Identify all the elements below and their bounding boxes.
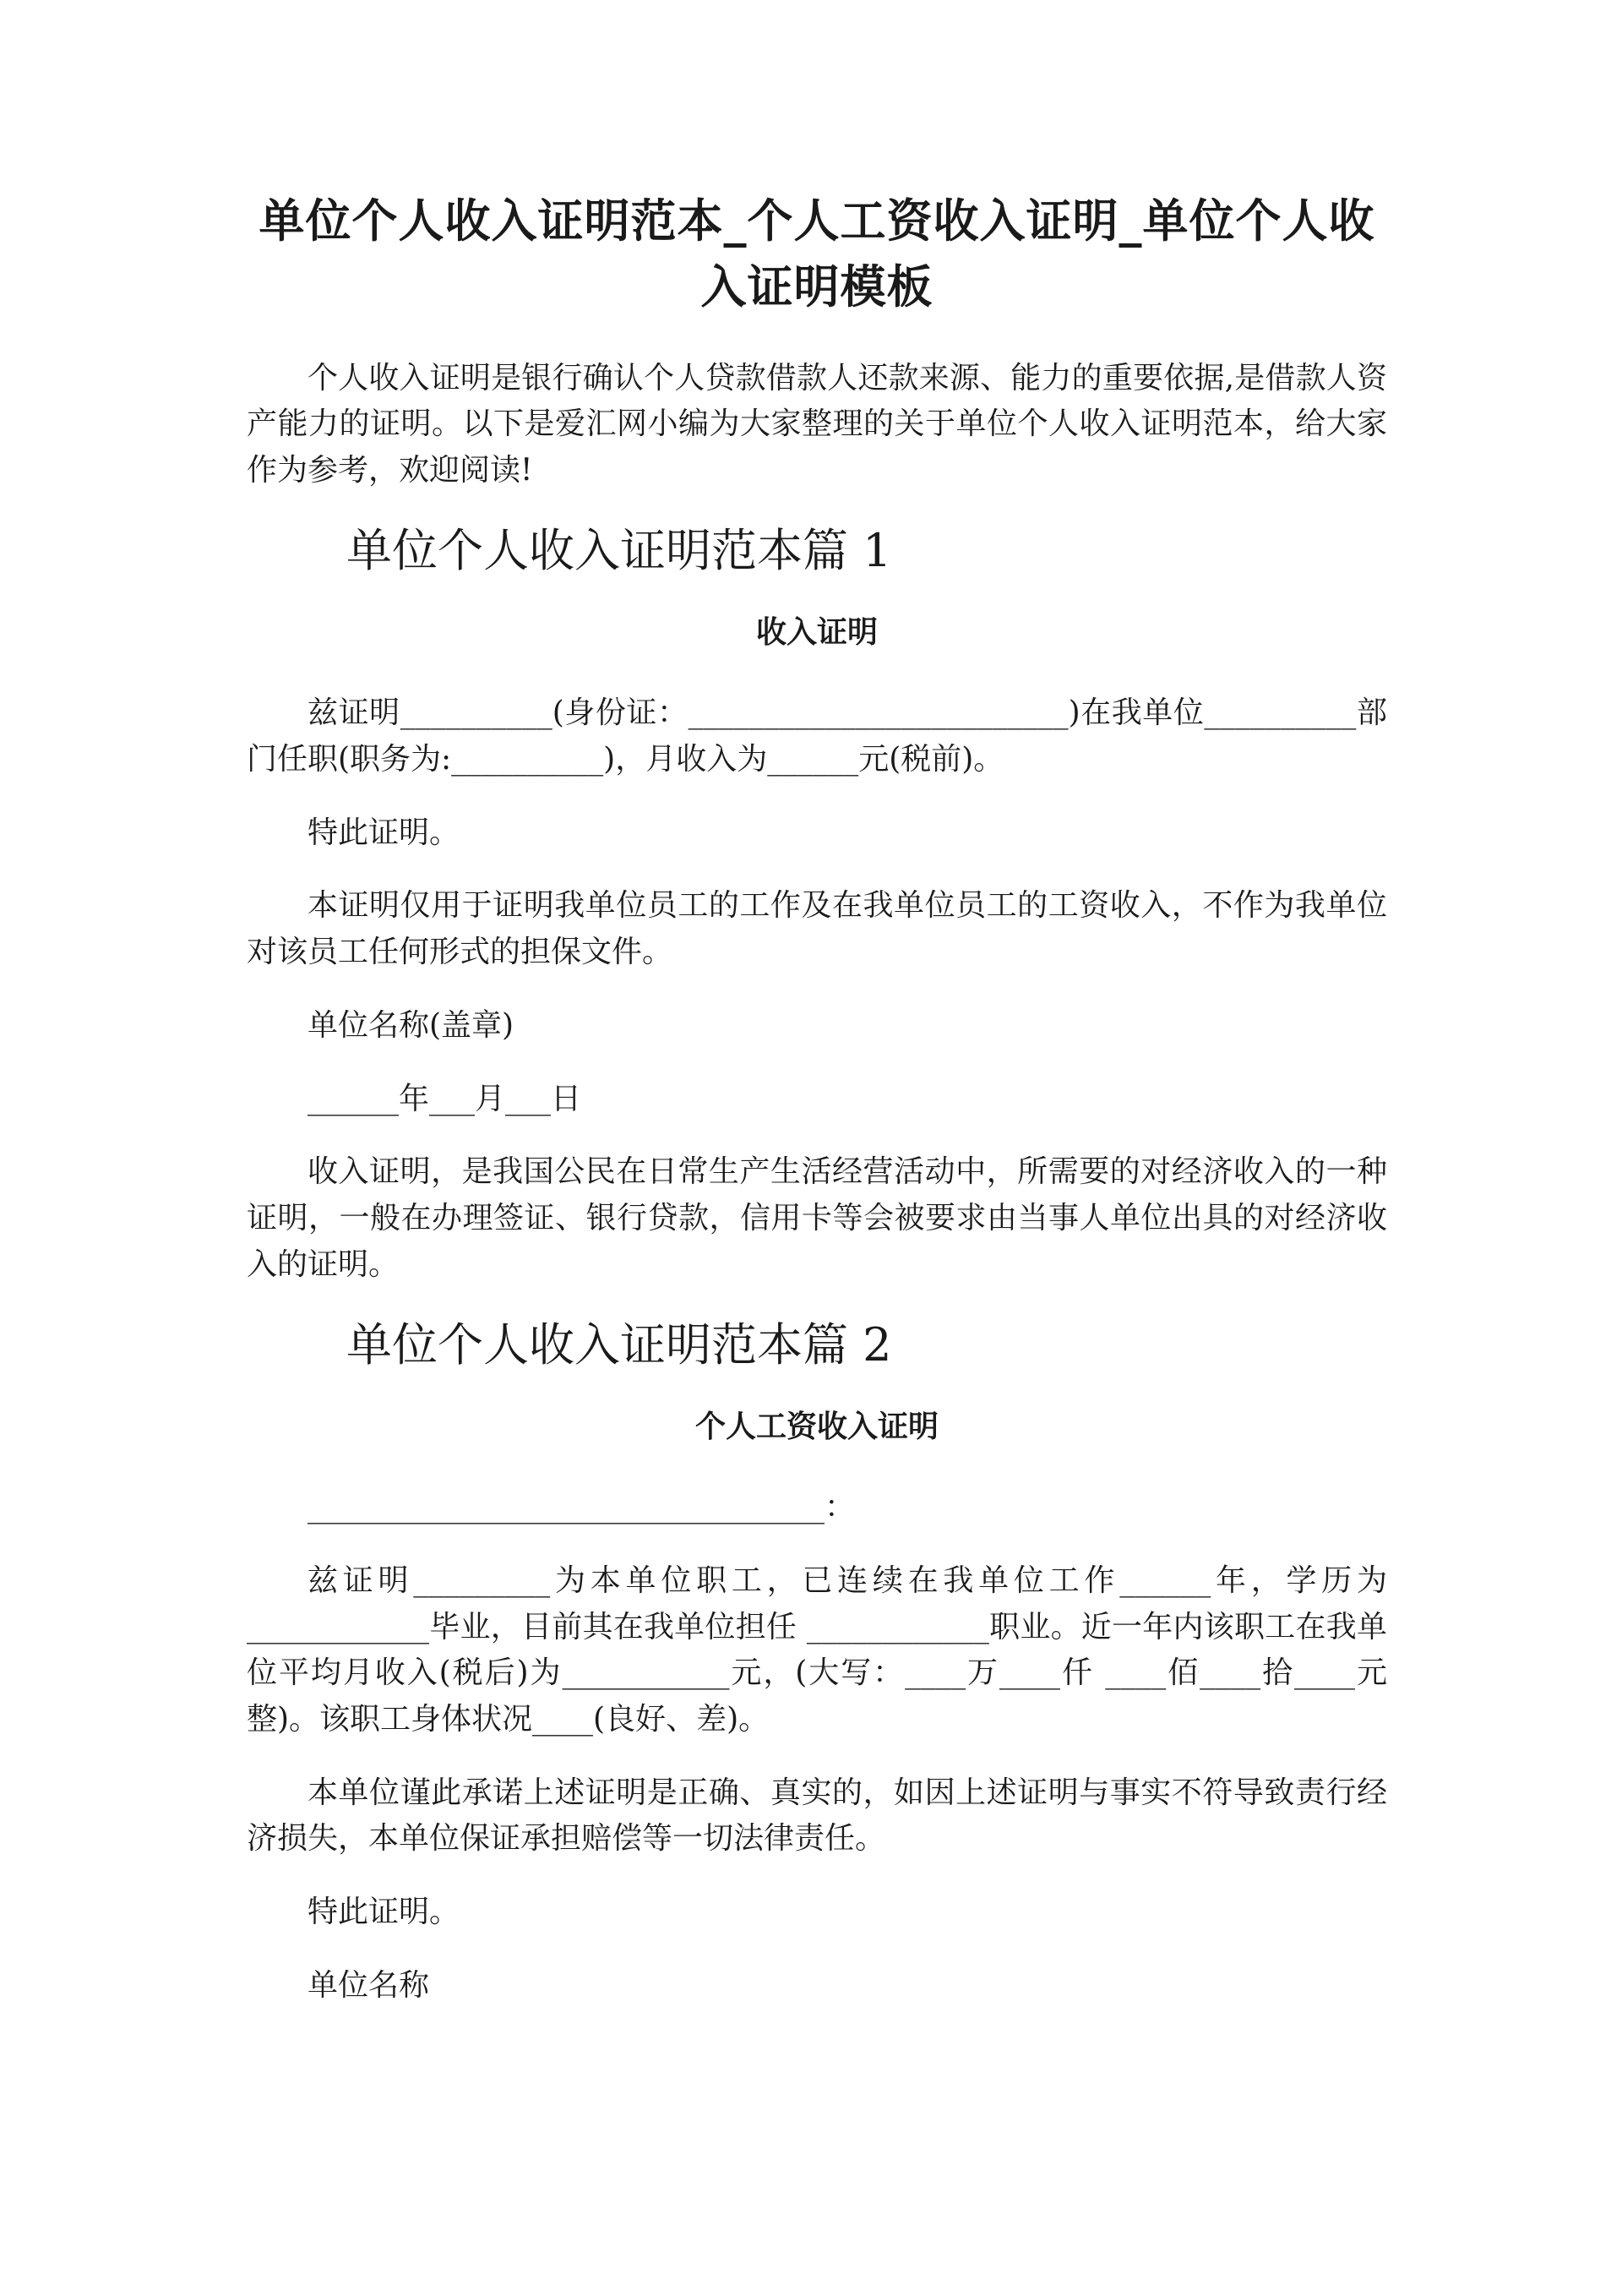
section-1-company-seal: 单位名称(盖章) xyxy=(308,1007,514,1043)
section-2-subheading: 个人工资收入证明 xyxy=(694,1408,939,1444)
section-1-heading: 单位个人收入证明范本篇 1 xyxy=(346,523,892,577)
section-2-addressee-line: __________________________________： xyxy=(308,1490,855,1525)
section-2-hereby-certify: 特此证明。 xyxy=(308,1895,460,1930)
section-2-company-name: 单位名称 xyxy=(308,1967,430,2003)
section-1-subheading: 收入证明 xyxy=(755,614,878,650)
document-title: 单位个人收入证明范本_个人工资收入证明_单位个人收入证明模板 xyxy=(259,194,1375,314)
section-1-explanation-paragraph: 收入证明，是我国公民在日常生产生活经营活动中，所需要的对经济收入的一种证明，一般在办理签证、银行贷款，信用卡等会被要求由当事人单位出具的对经济收入的证明。 xyxy=(247,1154,1387,1282)
section-2-heading: 单位个人收入证明范本篇 2 xyxy=(346,1317,892,1372)
section-1-certify-paragraph: 兹证明__________(身份证：_________________________)在我单位__________部门任职(职务为:__________)，月收入为______元(税前)。 xyxy=(247,695,1387,777)
intro-paragraph: 个人收入证明是银行确认个人贷款借款人还款来源、能力的重要依据,是借款人资产能力的证明。以下是爱汇网小编为大家整理的关于单位个人收入证明范本，给大家作为参考，欢迎阅读! xyxy=(247,360,1387,488)
section-1-hereby-certify: 特此证明。 xyxy=(308,815,460,850)
section-1-disclaimer-paragraph: 本证明仅用于证明我单位员工的工作及在我单位员工的工资收入，不作为我单位对该员工任何形式的担保文件。 xyxy=(247,888,1387,970)
document-page xyxy=(247,188,1387,2037)
section-2-certify-paragraph: 兹证明_________为本单位职工，已连续在我单位工作______年，学历为____________毕业，目前其在我单位担任 ____________职业。近一年内该职工在我单位平均月收入(税后)为___________元，(大写：____万____仟 ____佰____拾____元整)。该职工身体状况____(良好、差)。 xyxy=(247,1562,1387,1737)
section-2-commitment-paragraph: 本单位谨此承诺上述证明是正确、真实的，如因上述证明与事实不符导致责行经济损失，本单位保证承担赔偿等一切法律责任。 xyxy=(247,1775,1387,1857)
section-1-date-line: ______年___月___日 xyxy=(308,1081,582,1116)
